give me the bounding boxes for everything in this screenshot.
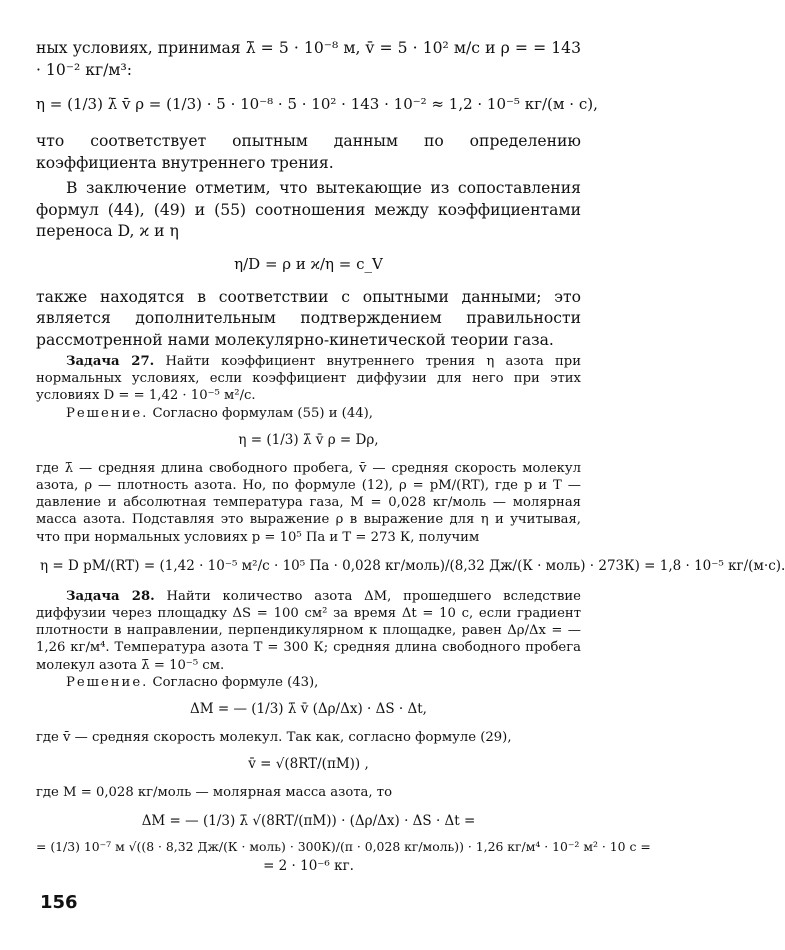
task-27-equation-2: η = D pM/(RT) = (1,42 · 10⁻⁵ м²/с · 10⁵ Па · 0,028 кг/моль)/(8,32 Дж/(К · моль) · 273К) = 1,8 · 10⁻⁵ кг/(м·с). bbox=[40, 557, 785, 574]
task-28-equation-5: = 2 · 10⁻⁶ кг. bbox=[263, 858, 354, 875]
equation-transfer-ratios: η/D = ρ и ϰ/η = c_V bbox=[234, 254, 383, 273]
paragraph-agreement: что соответствует опытным данным по определению коэффициента внутреннего трения. bbox=[36, 132, 581, 172]
page-number: 156 bbox=[40, 892, 78, 913]
task-27-solution bbox=[36, 405, 581, 422]
task-28-solution-label: Решение. bbox=[66, 674, 149, 690]
task-27-body: где λ̄ — средняя длина свободного пробега, v̄ — средняя скорость молекул азота, ρ — плотность азота. Но, по формуле (12), ρ = pM/(RT), где p и T — давление и абсолютная температура газа, M = 0,028 кг/моль — молярная масса азота. Подставляя это выражение ρ в выражение для η и учитывая, что при нормальных условиях p = 10⁵ Па и T = 273 К, получим bbox=[36, 460, 581, 545]
task-27-label: Задача 27. bbox=[66, 354, 155, 369]
task-28-solution bbox=[36, 674, 581, 691]
task-27-statement bbox=[36, 353, 581, 405]
paragraph-intro: ных условиях, принимая λ̄ = 5 · 10⁻⁸ м, v̄ = 5 · 10² м/с и ρ = = 143 · 10⁻² кг/м³: bbox=[36, 39, 581, 79]
paragraph-confirmation: также находятся в соответствии с опытными данными; это является дополнительным подтверждением правильности рассмотренной нами молекулярно-кинетической теории газа. bbox=[36, 287, 581, 349]
task-28-equation-4: = (1/3) 10⁻⁷ м √((8 · 8,32 Дж/(К · моль) · 300К)/(π · 0,028 кг/моль)) · 1,26 кг/м⁴ · 10⁻² м² · 10 с = bbox=[36, 839, 651, 855]
book-page bbox=[36, 32, 785, 875]
task-27-equation-1: η = (1/3) λ̄ v̄ ρ = Dρ, bbox=[238, 431, 379, 448]
task-28-body-1: где v̄ — средняя скорость молекул. Так как, согласно формуле (29), bbox=[36, 730, 512, 746]
task-28-equation-3: ΔM = — (1/3) λ̄ √(8RT/(πM)) · (Δρ/Δx) · ΔS · Δt = bbox=[141, 813, 476, 830]
task-28-solution-intro: Согласно формуле (43), bbox=[152, 674, 319, 690]
task-28 bbox=[36, 588, 651, 875]
task-28-text: Найти количество азота ΔM, прошедшего вследствие диффузии через площадку ΔS = 100 см² за время Δt = 10 с, если градиент плотности в направлении, перпендикулярном к площадке, равен Δρ/Δx = — 1,26 кг/м⁴. Температура азота T = 300 К; средняя длина свободного пробега молекул азота λ̄ = 10⁻⁵ см. bbox=[36, 588, 581, 673]
task-28-statement bbox=[36, 588, 581, 674]
task-27-text: Найти коэффициент внутреннего трения η азота при нормальных условиях, если коэффициент диффузии для него при этих условиях D = = 1,42 · 10⁻⁵ м²/с. bbox=[36, 354, 582, 404]
task-27-solution-label: Решение. bbox=[66, 405, 149, 421]
equation-viscosity-calc: η = (1/3) λ̄ v̄ ρ = (1/3) · 5 · 10⁻⁸ · 5 · 10² · 143 · 10⁻² ≈ 1,2 · 10⁻⁵ кг/(м · с), bbox=[36, 95, 598, 113]
task-28-equation-2: v̄ = √(8RT/(πM)) , bbox=[248, 756, 369, 773]
task-28-equation-1: ΔM = — (1/3) λ̄ v̄ (Δρ/Δx) · ΔS · Δt, bbox=[190, 701, 427, 718]
task-28-body-2: где M = 0,028 кг/моль — молярная масса азота, то bbox=[36, 785, 393, 801]
paragraph-conclusion: В заключение отметим, что вытекающие из сопоставления формул (44), (49) и (55) соотношения между коэффициентами переноса D, ϰ и η bbox=[36, 179, 581, 240]
task-28-label: Задача 28. bbox=[66, 588, 155, 604]
task-27 bbox=[36, 353, 785, 574]
task-27-solution-intro: Согласно формулам (55) и (44), bbox=[152, 405, 373, 421]
